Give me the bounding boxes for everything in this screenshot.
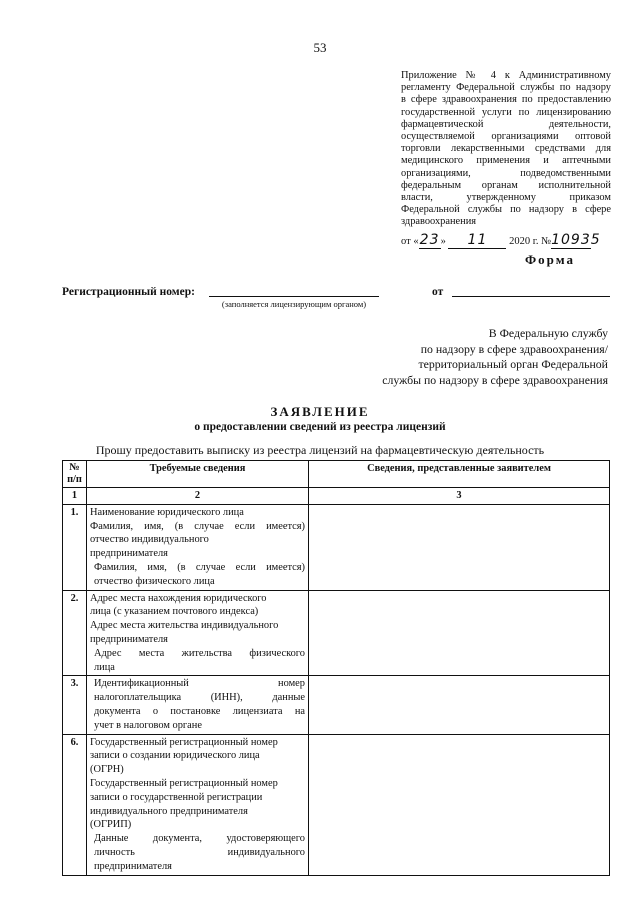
row-line: предпринимателя xyxy=(90,633,168,645)
row-line: Наименование юридического лица xyxy=(90,506,244,518)
row-line: Государственный регистрационный номер xyxy=(90,777,278,789)
from-date-label: от xyxy=(432,286,444,298)
table-header-row xyxy=(63,461,610,488)
request-text: Прошу предоставить выписку из реестра лицензий на фармацевтическую деятельность xyxy=(95,443,545,457)
row-line: документа о постановке лицензиата на xyxy=(94,705,305,717)
registration-note: (заполняется лицензирующим органом) xyxy=(221,299,367,309)
row-number: 3. xyxy=(63,676,87,734)
row-provided-info[interactable] xyxy=(309,676,610,734)
appendix-line: фармацевтической деятельности, xyxy=(401,118,611,130)
row-number: 1. xyxy=(63,504,87,590)
row-provided-info[interactable] xyxy=(309,504,610,590)
from-date-field[interactable] xyxy=(452,296,610,297)
row-line: отчество физического лица xyxy=(94,575,215,587)
row-line: (ОГРИП) xyxy=(90,819,132,831)
order-month: 11 xyxy=(448,232,506,249)
row-line: учет в налоговом органе xyxy=(94,719,202,731)
header-required: Требуемые сведения xyxy=(87,461,309,488)
table-row xyxy=(63,590,610,676)
appendix-line: организациями, подведомственными xyxy=(401,167,611,179)
appendix-line: здравоохранения xyxy=(401,216,477,228)
table-row xyxy=(63,734,610,875)
table-index-row xyxy=(63,488,610,505)
appendix-line: государственной услуги по лицензированию xyxy=(401,106,611,118)
row-line: налогоплательщика (ИНН), данные xyxy=(94,692,305,704)
index-cell: 2 xyxy=(87,488,309,505)
row-number: 2. xyxy=(63,590,87,676)
row-line: лица (с указанием почтового индекса) xyxy=(90,606,259,618)
appendix-line: федеральным органам исполнительной xyxy=(401,179,611,191)
row-line: лица xyxy=(94,661,115,673)
addressee-line: В Федеральную службу xyxy=(488,326,608,340)
row-line: записи о создании юридического лица xyxy=(90,750,260,762)
info-table xyxy=(62,460,610,876)
row-line: Фамилия, имя, (в случае если имеется) xyxy=(90,520,305,532)
appendix-line: регламенту Федеральной службы по надзору xyxy=(401,82,611,94)
row-line: индивидуального предпринимателя xyxy=(90,805,248,817)
row-line: Адрес места жительства индивидуального xyxy=(90,620,279,632)
form-label: Форма xyxy=(525,252,575,267)
row-required-info xyxy=(87,676,309,734)
index-cell: 3 xyxy=(309,488,610,505)
table-row xyxy=(63,504,610,590)
appendix-line: власти, утвержденному приказом xyxy=(401,192,611,204)
row-line: предпринимателя xyxy=(90,548,168,560)
addressee-line: службы по надзору в сфере здравоохранения xyxy=(382,372,608,387)
row-line: отчество индивидуального xyxy=(90,534,209,546)
row-number: 6. xyxy=(63,734,87,875)
appendix-line: в сфере здравоохранения по предоставлению xyxy=(401,94,611,106)
registration-label: Регистрационный номер: xyxy=(62,286,195,298)
row-line: Адрес места жительства физического xyxy=(94,647,305,659)
row-provided-info[interactable] xyxy=(309,734,610,875)
row-line: записи о государственной регистрации xyxy=(90,791,263,803)
header-provided: Сведения, представленные заявителем xyxy=(309,461,610,488)
row-line: Идентификационный номер xyxy=(94,678,305,690)
index-cell: 1 xyxy=(63,488,87,505)
document-subtitle: о предоставлении сведений из реестра лицензий xyxy=(194,421,446,433)
order-day: 23 xyxy=(419,232,440,248)
addressee-line: территориальный орган Федеральной xyxy=(418,357,608,371)
row-line: (ОГРН) xyxy=(90,764,124,776)
row-provided-info[interactable] xyxy=(309,590,610,676)
appendix-line: торговли лекарственными средствами для xyxy=(401,143,611,155)
document-title: ЗАЯВЛЕНИЕ xyxy=(270,404,370,419)
order-date-line xyxy=(401,232,613,249)
order-year: 2020 г. № xyxy=(509,236,552,247)
appendix-line: Федеральной службы по надзору в сфере xyxy=(401,204,611,216)
registration-number-field[interactable] xyxy=(209,296,379,297)
row-required-info xyxy=(87,734,309,875)
order-prefix: от « xyxy=(401,236,419,247)
order-mid: » xyxy=(440,236,446,247)
row-required-info xyxy=(87,504,309,590)
row-line: Государственный регистрационный номер xyxy=(90,736,278,748)
appendix-line: Приложение № 4 к Административному xyxy=(401,70,611,81)
appendix-text xyxy=(401,70,611,229)
row-line: личность индивидуального xyxy=(94,846,305,858)
appendix-line: осуществляемой организациями оптовой xyxy=(401,131,611,143)
addressee-block xyxy=(310,326,608,388)
row-required-info xyxy=(87,590,309,676)
page-number: 53 xyxy=(313,40,327,55)
row-line: Адрес места нахождения юридического xyxy=(90,592,267,604)
row-line: предпринимателя xyxy=(94,860,172,872)
row-line: Данные документа, удостоверяющего xyxy=(94,833,305,845)
appendix-line: медицинского применения и аптечными xyxy=(401,155,611,167)
header-num: № п/п xyxy=(63,461,87,488)
row-line: Фамилия, имя, (в случае если имеется) xyxy=(94,561,305,573)
table-row xyxy=(63,676,610,734)
addressee-line: по надзору в сфере здравоохранения/ xyxy=(420,341,608,356)
order-number: 10935 xyxy=(551,232,601,248)
